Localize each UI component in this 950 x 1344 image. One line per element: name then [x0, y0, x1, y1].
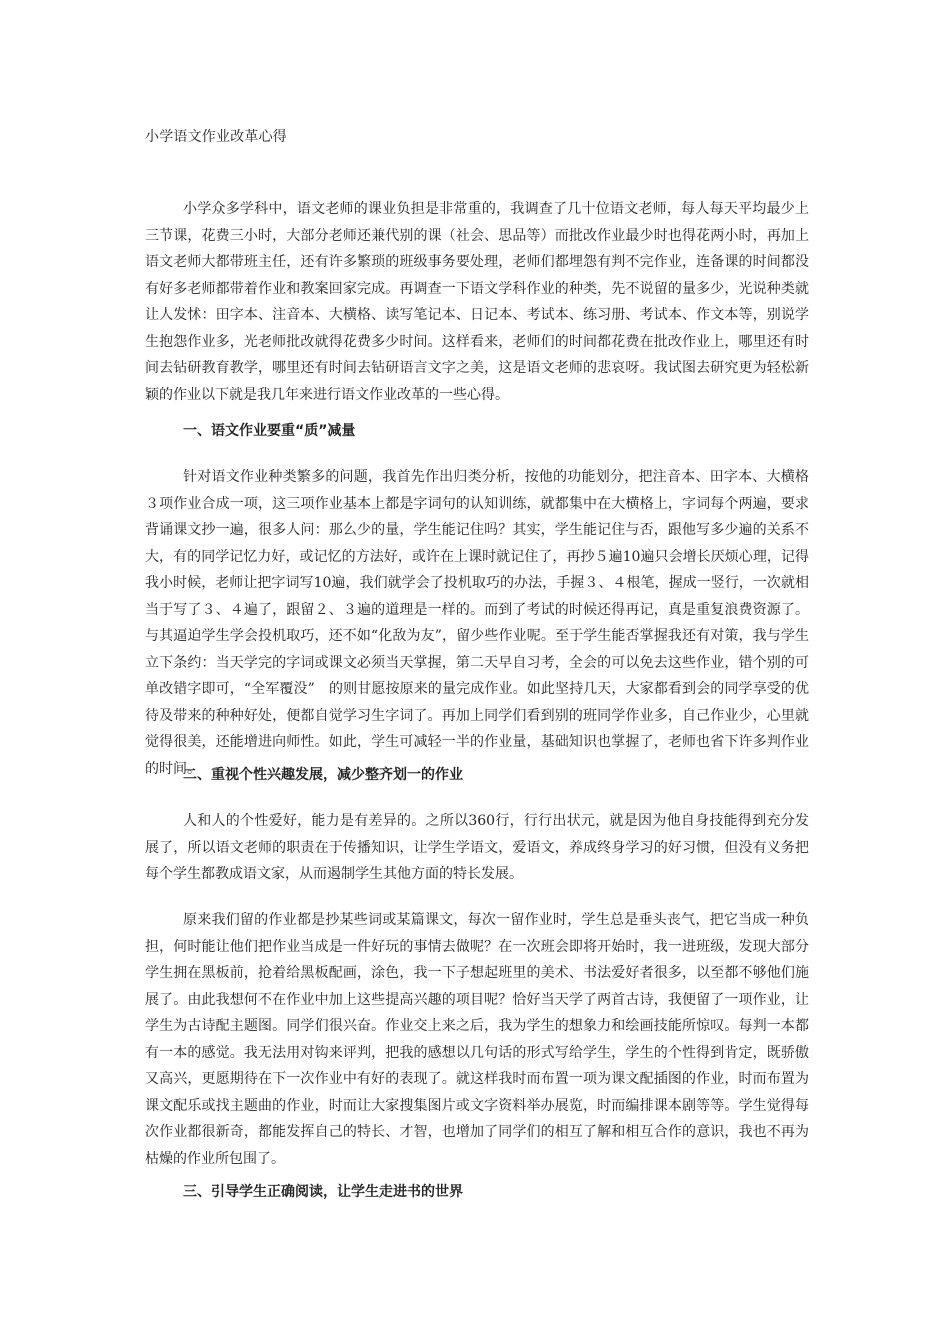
document-title: 小学语文作业改革心得: [145, 129, 287, 145]
section-2-heading: 二、重视个性兴趣发展，减少整齐划一的作业: [183, 767, 463, 783]
section-2-paragraph-1: 人和人的个性爱好，能力是有差异的。之所以360行，行行出状元，就是因为他自身技能得到充分发展了，所以语文老师的职责在于传播知识，让学生学语文，爱语文，养成终身学习的好习惯，但没有义务把每个学生都教成语文家，从而遏制学生其他方面的特长发展。: [145, 813, 809, 882]
section-1-heading: 一、语文作业要重“质”减量: [183, 423, 356, 439]
section-3-heading: 三、引导学生正确阅读，让学生走进书的世界: [183, 1184, 463, 1200]
section-1-paragraph: 针对语文作业种类繁多的问题，我首先作出归类分析，按他的功能划分，把注音本、田字本、大横格３项作业合成一项，这三项作业基本上都是字词句的认知训练，就都集中在大横格上，字词每个两遍，要求背诵课文抄一遍，很多人问：那么少的量，学生能记住吗？其实，学生能记住与否，跟他写多少遍的关系不大，有的同学记忆力好，或记忆的方法好，或许在上课时就记住了，再抄５遍10遍只会增长厌烦心理，记得我小时候，老师让把字词写10遍，我们就学会了投机取巧的办法，手握３、４根笔，握成一竖行，一次就相当于写了３、４遍了，跟留２、３遍的道理是一样的。而到了考试的时候还得再记，真是重复浪费资源了。与其逼迫学生学会投机取巧，还不如“化敌为友”，留少些作业呢。至于学生能否掌握我还有对策，我与学生立下条约：当天学完的字词或课文必须当天掌握，第二天早自习考，全会的可以免去这些作业，错个别的可单改错字即可，“全军覆没” 的则甘愿按原来的量完成作业。如此坚持几天，大家都看到会的同学享受的优待及带来的种种好处，便都自觉学习生字词了。再加上同学们看到别的班同学作业多，自己作业少，心里就觉得很美，还能增进向师性。如此，学生可减轻一半的作业量，基础知识也掌握了，老师也省下许多判作业的时间。: [145, 469, 809, 777]
intro-paragraph: 小学众多学科中，语文老师的课业负担是非常重的，我调查了几十位语文老师，每人每天平均最少上三节课，花费三小时，大部分老师还兼代别的课（社会、思品等）而批改作业最少时也得花两小时，再加上语文老师大都带班主任，还有许多繁琐的班级事务要处理，老师们都埋怨有判不完作业，连备课的时间都没有好多老师都带着作业和教案回家完成。再调查一下语文学科作业的种类，先不说留的量多少，光说种类就让人发怵：田字本、注音本、大横格、读写笔记本、日记本、考试本、练习册、考试本、作文本等，别说学生抱怨作业多，光老师批改就得花费多少时间。这样看来，老师们的时间都花费在批改作业上，哪里还有时间去钻研教育教学，哪里还有时间去钻研语言文字之美，这是语文老师的悲哀呀。我试图去研究更为轻松新颖的作业以下就是我几年来进行语文作业改革的一些心得。: [145, 201, 809, 403]
section-2-paragraph-2: 原来我们留的作业都是抄某些词或某篇课文，每次一留作业时，学生总是垂头丧气，把它当成一种负担，何时能让他们把作业当成是一件好玩的事情去做呢？在一次班会即将开始时，我一进班级，发现大部分学生拥在黑板前，抢着给黑板配画，涂色，我一下子想起班里的美术、书法爱好者很多，以至都不够他们施展了。由此我想何不在作业中加上这些提高兴趣的项目呢？恰好当天学了两首古诗，我便留了一项作业，让学生为古诗配主题图。同学们很兴奋。作业交上来之后，我为学生的想象力和绘画技能所惊叹。每判一本都有一本的感觉。我无法用对钩来评判，把我的感想以几句话的形式写给学生，学生的个性得到肯定，既骄傲又高兴，更愿期待在下一次作业中有好的表现了。就这样我时而布置一项为课文配插图的作业，时而布置为课文配乐或找主题曲的作业，时而让大家搜集图片或文字资料举办展览，时而编排课本剧等等。学生觉得每次作业都很新奇，都能发挥自己的特长、才智，也增加了同学们的相互了解和相互合作的意识，我也不再为枯燥的作业所包围了。: [145, 912, 809, 1167]
